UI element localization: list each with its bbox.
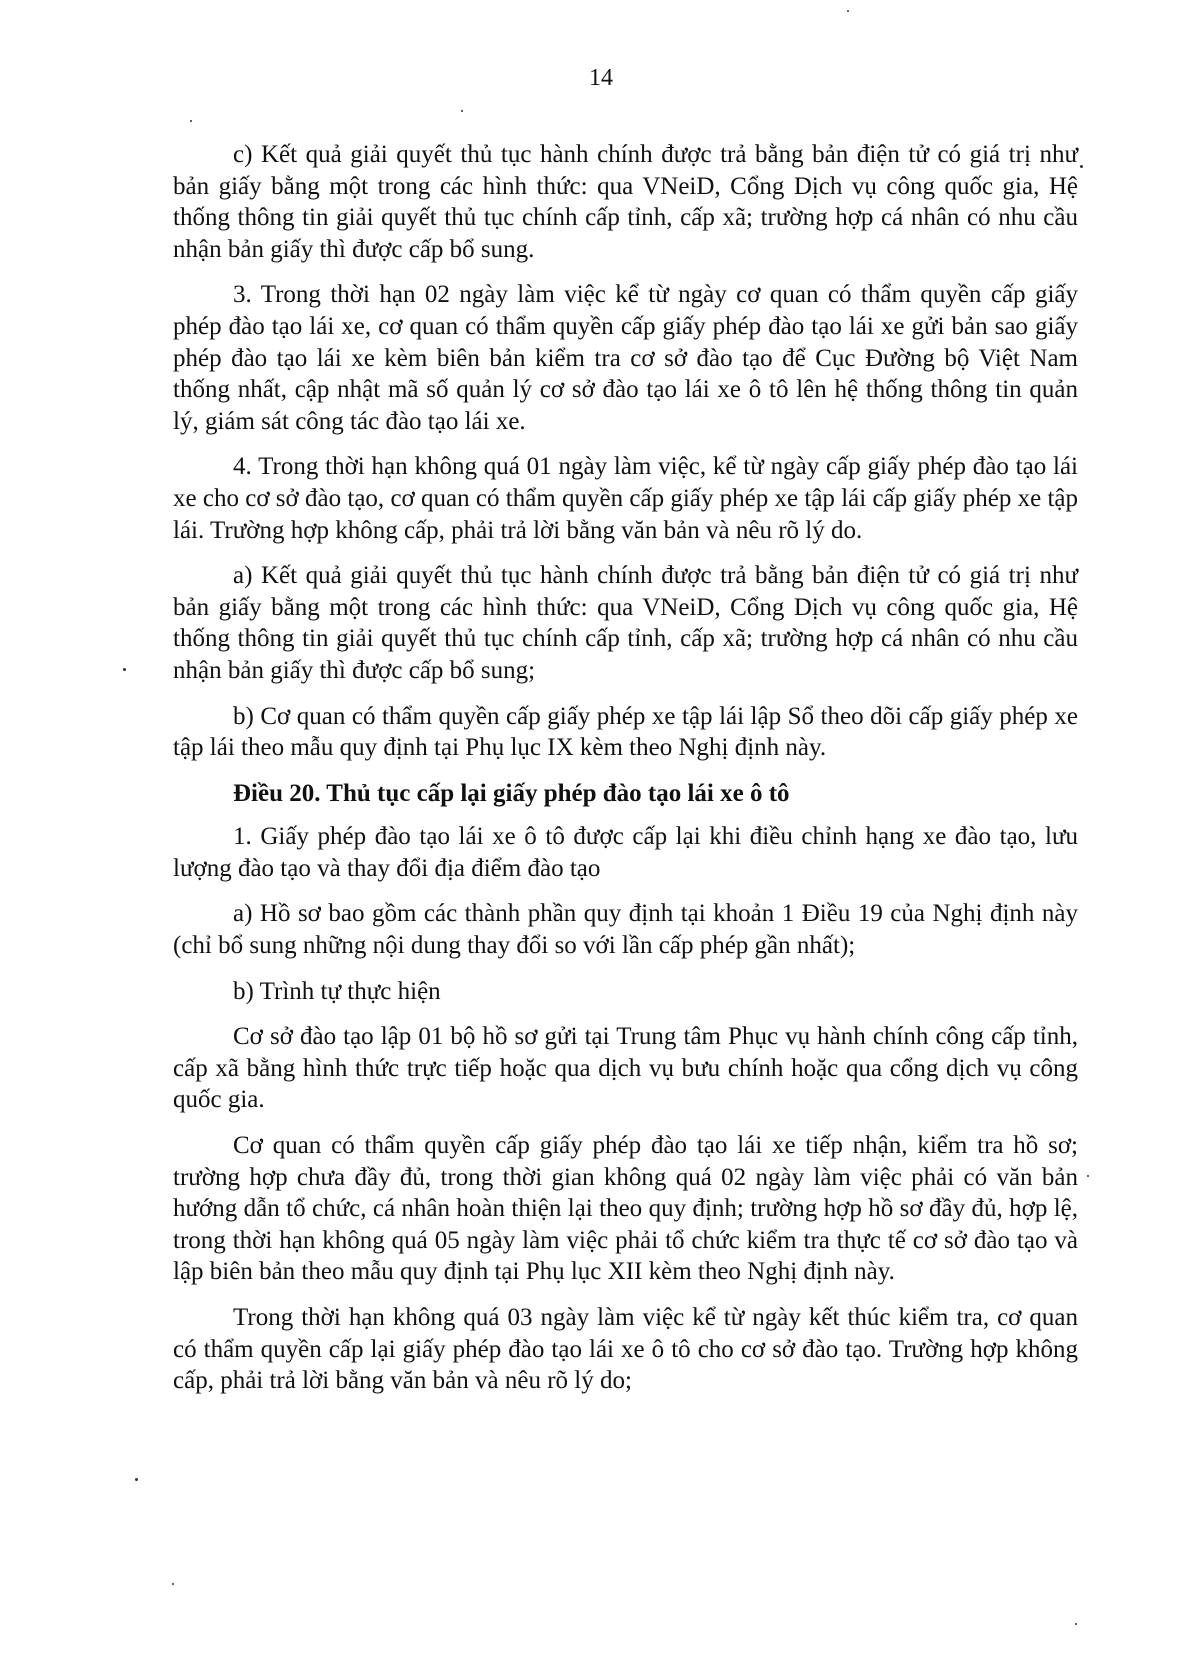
paragraph-review: Cơ quan có thẩm quyền cấp giấy phép đào tạo lái xe tiếp nhận, kiểm tra hồ sơ; trường hợp chưa đầy đủ, trong thời gian không quá 02 ngày làm việc phải có văn bản hướng dẫn tổ chức, cá nhân hoàn thiện lại theo quy định; trường hợp hồ sơ đầy đủ, hợp lệ, trong thời hạn không quá 05 ngày làm việc phải tổ chức kiểm tra thực tế cơ sở đào tạo và lập biên bản theo mẫu quy định tại Phụ lục XII kèm theo Nghị định này. bbox=[173, 1132, 1078, 1286]
paragraph-submission: Cơ sở đào tạo lập 01 bộ hồ sơ gửi tại Trung tâm Phục vụ hành chính công cấp tỉnh, cấp xã bằng hình thức trực tiếp hoặc qua dịch vụ bưu chính hoặc qua cổng dịch vụ công quốc gia. bbox=[173, 1023, 1078, 1114]
scan-speck bbox=[847, 10, 849, 12]
paragraph-logbook-b: b) Cơ quan có thẩm quyền cấp giấy phép xe tập lái lập Sổ theo dõi cấp giấy phép xe tập lái theo mẫu quy định tại Phụ lục IX kèm theo Nghị định này. bbox=[173, 702, 1078, 762]
page-number: 14 bbox=[589, 65, 613, 91]
scan-speck bbox=[1075, 1623, 1077, 1625]
paragraph-reissue-1: 1. Giấy phép đào tạo lái xe ô tô được cấp lại khi điều chỉnh hạng xe đào tạo, lưu lượng đào tạo và thay đổi địa điểm đào tạo bbox=[173, 823, 1078, 882]
article-heading: Điều 20. Thủ tục cấp lại giấy phép đào tạo lái xe ô tô bbox=[233, 779, 790, 807]
paragraph-procedure-b: b) Trình tự thực hiện bbox=[233, 977, 441, 1005]
document-body bbox=[173, 139, 1078, 1411]
scan-speck bbox=[461, 110, 463, 112]
paragraph-reissue-deadline: Trong thời hạn không quá 03 ngày làm việc kể từ ngày kết thúc kiểm tra, cơ quan có thẩm quyền cấp lại giấy phép đào tạo lái xe ô tô cho cơ sở đào tạo. Trường hợp không cấp, phải trả lời bằng văn bản và nêu rõ lý do; bbox=[173, 1304, 1078, 1395]
paragraph-item-3: 3. Trong thời hạn 02 ngày làm việc kể từ ngày cơ quan có thẩm quyền cấp giấy phép đào tạo lái xe, cơ quan có thẩm quyền cấp giấy phép đào tạo lái xe gửi bản sao giấy phép đào tạo lái xe kèm biên bản kiểm tra cơ sở đào tạo để Cục Đường bộ Việt Nam thống nhất, cập nhật mã số quản lý cơ sở đào tạo lái xe ô tô lên hệ thống thông tin quản lý, giám sát công tác đào tạo lái xe. bbox=[173, 281, 1078, 435]
scan-speck bbox=[135, 1478, 138, 1481]
paragraph-result-electronic-a: a) Kết quả giải quyết thủ tục hành chính được trả bằng bản điện tử có giá trị như bản giấy bằng một trong các hình thức: qua VNeiD, Cổng Dịch vụ công quốc gia, Hệ thống thông tin giải quyết thủ tục chính cấp tỉnh, cấp xã; trường hợp cá nhân có nhu cầu nhận bản giấy thì được cấp bổ sung; bbox=[173, 562, 1078, 684]
paragraph-item-4: 4. Trong thời hạn không quá 01 ngày làm việc, kể từ ngày cấp giấy phép đào tạo lái xe cho cơ sở đào tạo, cơ quan có thẩm quyền cấp giấy phép xe tập lái cấp giấy phép xe tập lái. Trường hợp không cấp, phải trả lời bằng văn bản và nêu rõ lý do. bbox=[173, 453, 1078, 544]
scan-speck bbox=[172, 1583, 174, 1585]
paragraph-dossier-a: a) Hồ sơ bao gồm các thành phần quy định tại khoản 1 Điều 19 của Nghị định này (chỉ bổ sung những nội dung thay đổi so với lần cấp phép gần nhất); bbox=[173, 900, 1078, 960]
scan-speck bbox=[123, 668, 126, 671]
scan-speck bbox=[1087, 1175, 1089, 1177]
scan-speck bbox=[1080, 165, 1083, 168]
paragraph-result-electronic-c: c) Kết quả giải quyết thủ tục hành chính được trả bằng bản điện tử có giá trị như bản giấy bằng một trong các hình thức: qua VNeiD, Cổng Dịch vụ công quốc gia, Hệ thống thông tin giải quyết thủ tục chính cấp tỉnh, cấp xã; trường hợp cá nhân có nhu cầu nhận bản giấy thì được cấp bổ sung. bbox=[173, 141, 1078, 263]
scan-speck bbox=[190, 120, 192, 122]
